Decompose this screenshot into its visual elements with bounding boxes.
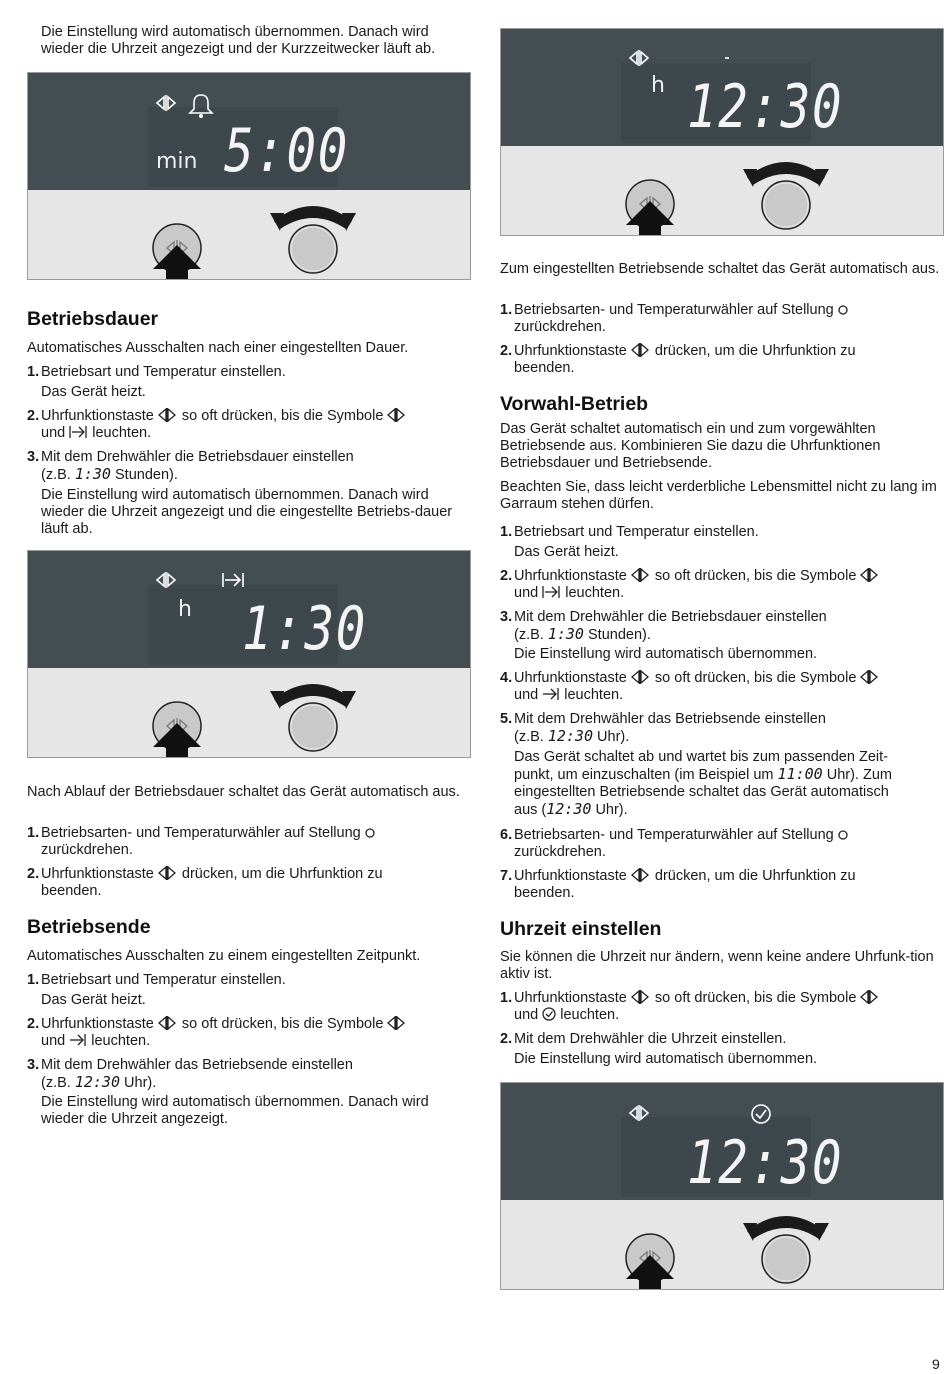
paragraph: Das Gerät schaltet automatisch ein und zum vorgewählten Betriebsende aus. Kombinieren Sie dazu die Uhrfunktionen Betriebsdauer und Betriebsende. [500,421,881,471]
step: 2. Uhrfunktionstaste drücken, um die Uhrfunktion zu beenden. [27,866,383,899]
rotary-knob-icon [268,679,358,758]
heading-betriebsdauer: Betriebsdauer [27,308,159,330]
duration-icon [69,425,88,439]
time-display: 12:30 [687,1128,844,1198]
step: 1. Betriebsart und Temperatur einstellen. [500,524,759,540]
step: 2. Uhrfunktionstaste drücken, um die Uhrfunktion zu beenden. [500,343,856,376]
off-position-icon [838,305,848,316]
heading-betriebsende: Betriebsende [27,916,151,938]
step: 3. Mit dem Drehwähler die Betriebsdauer einstellen (z.B. 1:30 Stunden). [27,449,354,483]
display-panel-timer [27,72,471,280]
clock-button-icon [148,221,208,280]
clock-key-icon [860,990,880,1004]
clock-key-icon [387,1016,407,1030]
step-note: Die Einstellung wird automatisch übernommen. [514,1051,818,1067]
step: 2. Uhrfunktionstaste so oft drücken, bis die Symbole und leuchten. [500,568,944,602]
clock-key-icon [158,866,178,880]
clock-check-icon [542,1007,556,1021]
rotary-knob-icon [268,201,358,280]
display-panel-clock [500,1082,944,1290]
step: 1. Betriebsart und Temperatur einstellen. [27,972,286,988]
clock-button-icon [621,177,681,236]
unit-label: h [651,73,665,98]
page-number: 9 [932,1356,940,1372]
clock-button-icon [148,699,208,758]
paragraph: Automatisches Ausschalten nach einer eingestellten Dauer. [27,340,409,356]
clock-function-icon [156,93,216,119]
clock-key-icon [631,868,651,882]
clock-key-icon [631,343,651,357]
clock-key-icon [158,408,178,422]
off-position-icon [365,828,375,839]
time-display: 12:30 [687,72,844,142]
step-note: Das Gerät heizt. [41,992,146,1008]
clock-button-icon [621,1231,681,1290]
display-panel-end [500,28,944,236]
heading-uhrzeit: Uhrzeit einstellen [500,918,662,940]
intro-text: Die Einstellung wird automatisch übernommen. Danach wird wieder die Uhrzeit angezeigt und der Kurzzeitwecker läuft ab. [41,24,436,57]
paragraph: Nach Ablauf der Betriebsdauer schaltet das Gerät automatisch aus. [27,784,460,800]
clock-key-icon [158,1016,178,1030]
time-display: 1:30 [242,594,368,664]
paragraph: Automatisches Ausschalten zu einem eingestellten Zeitpunkt. [27,948,421,964]
clock-key-icon [631,568,651,582]
step-note: Die Einstellung wird automatisch übernommen. Danach wird wieder die Uhrzeit angezeigt und die eingestellte Betriebs-dauer läuft ab. [41,487,453,537]
step: 3. Mit dem Drehwähler die Betriebsdauer einstellen (z.B. 1:30 Stunden). [500,609,827,643]
unit-label: min [156,149,198,174]
end-time-icon [542,687,560,701]
duration-icon [542,585,561,599]
step-note: Die Einstellung wird automatisch übernommen. [514,646,818,662]
rotary-knob-icon [741,157,831,236]
end-time-icon [69,1033,87,1047]
step: 1. Uhrfunktionstaste so oft drücken, bis die Symbole und leuchten. [500,990,944,1024]
step: 6. Betriebsarten- und Temperaturwähler auf Stellung zurückdrehen. [500,827,944,861]
step-note: Das Gerät schaltet ab und wartet bis zum passenden Zeit- punkt, um einzuschalten (im Beispiel um 11:00 Uhr). Zum eingestellten Betriebsende schaltet das Gerät automatisch aus (12:30 Uhr). [514,749,892,818]
step: 1. Betriebsart und Temperatur einstellen. [27,364,286,380]
step: 1. Betriebsarten- und Temperaturwähler auf Stellung zurückdrehen. [27,825,471,859]
clock-key-icon [860,670,880,684]
clock-set-function-icon [629,1103,779,1127]
step: 2. Uhrfunktionstaste so oft drücken, bis die Symbole und leuchten. [27,1016,471,1050]
step: 4. Uhrfunktionstaste so oft drücken, bis die Symbole und leuchten. [500,670,944,704]
end-function-icon [629,49,729,71]
step: 1. Betriebsarten- und Temperaturwähler auf Stellung zurückdrehen. [500,302,944,336]
rotary-knob-icon [741,1211,831,1290]
step: 2. Mit dem Drehwähler die Uhrzeit einstellen. [500,1031,787,1047]
step-note: Das Gerät heizt. [41,384,146,400]
step: 7. Uhrfunktionstaste drücken, um die Uhrfunktion zu beenden. [500,868,856,901]
heading-vorwahl: Vorwahl-Betrieb [500,393,649,415]
step: 3. Mit dem Drehwähler das Betriebsende einstellen (z.B. 12:30 Uhr). [27,1057,353,1091]
step-note: Das Gerät heizt. [514,544,619,560]
paragraph: Sie können die Uhrzeit nur ändern, wenn keine andere Uhrfunk-tion aktiv ist. [500,949,934,982]
clock-key-icon [631,670,651,684]
paragraph: Zum eingestellten Betriebsende schaltet das Gerät automatisch aus. [500,261,940,277]
off-position-icon [838,830,848,841]
display-panel-duration [27,550,471,758]
time-display: 5:00 [224,116,350,186]
duration-function-icon [156,571,256,593]
step-note: Die Einstellung wird automatisch übernommen. Danach wird wieder die Uhrzeit angezeigt. [41,1094,429,1127]
step: 2. Uhrfunktionstaste so oft drücken, bis die Symbole und leuchten. [27,408,471,442]
unit-label: h [178,597,192,622]
paragraph: Beachten Sie, dass leicht verderbliche Lebensmittel nicht zu lang im Garraum stehen dürfen. [500,479,937,512]
clock-key-icon [631,990,651,1004]
step: 5. Mit dem Drehwähler das Betriebsende einstellen (z.B. 12:30 Uhr). [500,711,826,745]
clock-key-icon [387,408,407,422]
clock-key-icon [860,568,880,582]
